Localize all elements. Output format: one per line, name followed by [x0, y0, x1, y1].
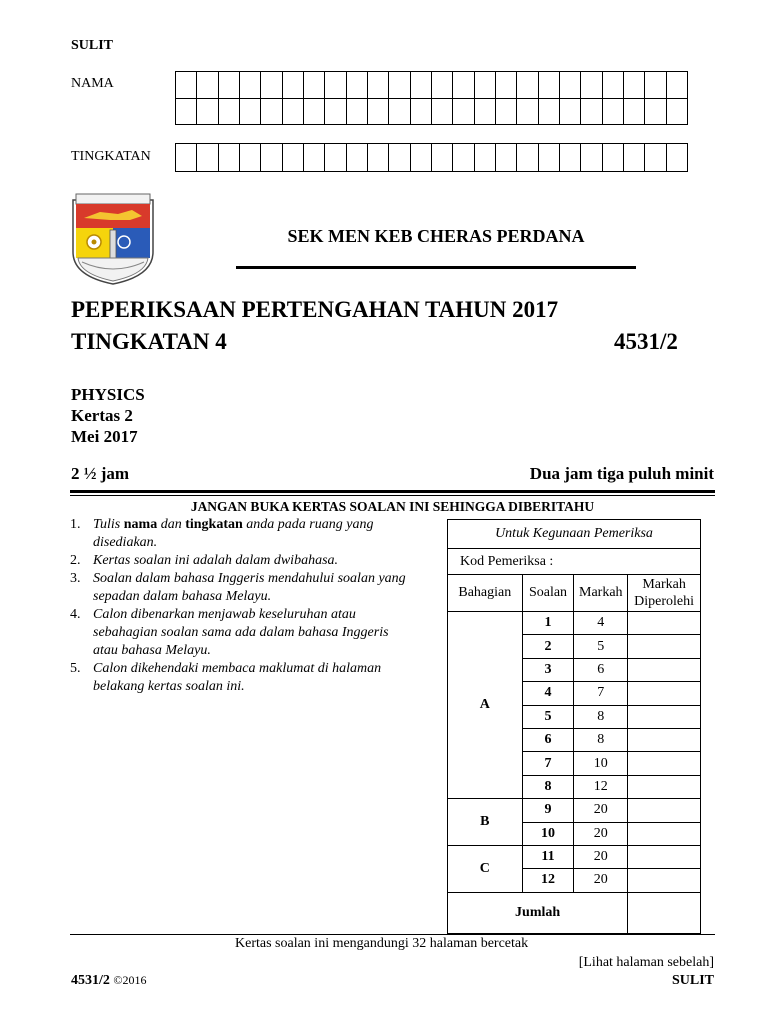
- letter-box[interactable]: [261, 99, 282, 126]
- footer-code: 4531/2 ©2016: [71, 973, 147, 988]
- header-markah: Markah: [574, 575, 628, 612]
- tingkatan-boxes[interactable]: [175, 143, 688, 172]
- nama-boxes[interactable]: [175, 71, 688, 125]
- paper-code: 4531/2: [614, 329, 678, 354]
- letter-box[interactable]: [304, 99, 325, 126]
- obtained-mark-cell[interactable]: [628, 635, 701, 658]
- letter-box[interactable]: [453, 144, 474, 172]
- obtained-mark-cell[interactable]: [628, 775, 701, 798]
- question-number: 10: [522, 822, 574, 845]
- letter-box[interactable]: [475, 99, 496, 126]
- question-number: 6: [522, 728, 574, 751]
- letter-box[interactable]: [304, 72, 325, 99]
- letter-box[interactable]: [219, 99, 240, 126]
- question-number: 1: [522, 612, 574, 635]
- instructions-list: [70, 516, 410, 696]
- divider: [70, 495, 715, 496]
- total-mark-cell[interactable]: [628, 892, 701, 933]
- letter-box[interactable]: [197, 72, 218, 99]
- exam-form: TINGKATAN 4: [71, 329, 227, 354]
- letter-box[interactable]: [645, 99, 666, 126]
- letter-box[interactable]: [496, 72, 517, 99]
- nama-label: NAMA: [71, 76, 114, 91]
- table-row: [448, 612, 701, 635]
- divider: [70, 490, 715, 493]
- letter-box[interactable]: [539, 144, 560, 172]
- obtained-mark-cell[interactable]: [628, 845, 701, 868]
- obtained-mark-cell[interactable]: [628, 752, 701, 775]
- letter-box[interactable]: [667, 99, 688, 126]
- question-number: 5: [522, 705, 574, 728]
- letter-box[interactable]: [389, 72, 410, 99]
- next-page-note: [Lihat halaman sebelah]: [578, 955, 714, 970]
- letter-box[interactable]: [368, 99, 389, 126]
- letter-box[interactable]: [176, 99, 197, 126]
- max-mark: 12: [574, 775, 628, 798]
- school-crest-icon: [70, 190, 156, 286]
- max-mark: 6: [574, 658, 628, 681]
- duration-long: Dua jam tiga puluh minit: [529, 464, 714, 483]
- letter-box[interactable]: [517, 72, 538, 99]
- section-cell: B: [448, 799, 523, 846]
- letter-box[interactable]: [368, 144, 389, 172]
- obtained-mark-cell[interactable]: [628, 658, 701, 681]
- duration-short: 2 ½ jam: [71, 464, 130, 483]
- letter-box[interactable]: [624, 72, 645, 99]
- examiner-title: Untuk Kegunaan Pemeriksa: [448, 520, 701, 549]
- letter-box[interactable]: [496, 144, 517, 172]
- divider: [236, 266, 636, 269]
- letter-box[interactable]: [411, 144, 432, 172]
- max-mark: 20: [574, 869, 628, 892]
- footer-divider: [70, 934, 715, 935]
- letter-box[interactable]: [261, 72, 282, 99]
- table-row: [448, 799, 701, 822]
- max-mark: 8: [574, 705, 628, 728]
- letter-box[interactable]: [389, 99, 410, 126]
- letter-box[interactable]: [347, 72, 368, 99]
- letter-box[interactable]: [197, 99, 218, 126]
- letter-box[interactable]: [347, 99, 368, 126]
- letter-box[interactable]: [219, 144, 240, 172]
- page-count: Kertas soalan ini mengandungi 32 halaman bercetak: [235, 936, 529, 951]
- kod-pemeriksa: Kod Pemeriksa :: [448, 549, 701, 575]
- header-bahagian: Bahagian: [448, 575, 523, 612]
- letter-box[interactable]: [325, 99, 346, 126]
- letter-box[interactable]: [432, 99, 453, 126]
- table-row: [448, 845, 701, 868]
- warning-text: JANGAN BUKA KERTAS SOALAN INI SEHINGGA DIBERITAHU: [190, 499, 595, 514]
- letter-box[interactable]: [603, 72, 624, 99]
- letter-box[interactable]: [581, 99, 602, 126]
- letter-box[interactable]: [219, 72, 240, 99]
- header-soalan: Soalan: [522, 575, 574, 612]
- letter-box[interactable]: [603, 144, 624, 172]
- letter-box[interactable]: [581, 72, 602, 99]
- letter-box[interactable]: [645, 144, 666, 172]
- letter-box[interactable]: [539, 72, 560, 99]
- question-number: 2: [522, 635, 574, 658]
- letter-box[interactable]: [197, 144, 218, 172]
- letter-box[interactable]: [603, 99, 624, 126]
- letter-box[interactable]: [517, 99, 538, 126]
- letter-box[interactable]: [261, 144, 282, 172]
- section-cell: A: [448, 612, 523, 799]
- letter-box[interactable]: [667, 144, 688, 172]
- letter-box[interactable]: [304, 144, 325, 172]
- question-number: 3: [522, 658, 574, 681]
- letter-box[interactable]: [240, 72, 261, 99]
- letter-box[interactable]: [411, 99, 432, 126]
- total-label: Jumlah: [448, 892, 628, 933]
- letter-box[interactable]: [453, 99, 474, 126]
- question-number: 11: [522, 845, 574, 868]
- instruction-item: 3. Soalan dalam bahasa Inggeris mendahului soalan yang sepadan dalam bahasa Melayu.: [70, 571, 406, 604]
- letter-box[interactable]: [645, 72, 666, 99]
- tingkatan-label: TINGKATAN: [71, 149, 151, 164]
- letter-box[interactable]: [581, 144, 602, 172]
- letter-box[interactable]: [624, 99, 645, 126]
- footer-sulit: SULIT: [671, 973, 714, 988]
- letter-box[interactable]: [624, 144, 645, 172]
- obtained-mark-cell[interactable]: [628, 728, 701, 751]
- exam-title: PEPERIKSAAN PERTENGAHAN TAHUN 2017: [71, 297, 559, 322]
- letter-box[interactable]: [432, 72, 453, 99]
- question-number: 7: [522, 752, 574, 775]
- instruction-item: 5. Calon dikehendaki membaca maklumat di halaman belakang kertas soalan ini.: [70, 661, 382, 694]
- obtained-mark-cell[interactable]: [628, 799, 701, 822]
- exam-date: Mei 2017: [71, 427, 138, 446]
- max-mark: 20: [574, 845, 628, 868]
- letter-box[interactable]: [560, 99, 581, 126]
- letter-box[interactable]: [325, 144, 346, 172]
- obtained-mark-cell[interactable]: [628, 869, 701, 892]
- letter-box[interactable]: [667, 72, 688, 99]
- letter-box[interactable]: [517, 144, 538, 172]
- letter-box[interactable]: [176, 72, 197, 99]
- letter-box[interactable]: [240, 144, 261, 172]
- instruction-item: 4. Calon dibenarkan menjawab keseluruhan atau sebahagian soalan sama ada dalam bahasa Inggeris atau bahasa Melayu.: [70, 607, 389, 658]
- question-number: 12: [522, 869, 574, 892]
- obtained-mark-cell[interactable]: [628, 612, 701, 635]
- max-mark: 4: [574, 612, 628, 635]
- letter-box[interactable]: [560, 144, 581, 172]
- letter-box[interactable]: [283, 144, 304, 172]
- letter-box[interactable]: [389, 144, 410, 172]
- letter-box[interactable]: [240, 99, 261, 126]
- obtained-mark-cell[interactable]: [628, 682, 701, 705]
- obtained-mark-cell[interactable]: [628, 705, 701, 728]
- subject: PHYSICS: [71, 385, 145, 404]
- letter-box[interactable]: [453, 72, 474, 99]
- obtained-mark-cell[interactable]: [628, 822, 701, 845]
- question-number: 9: [522, 799, 574, 822]
- letter-box[interactable]: [283, 72, 304, 99]
- section-cell: C: [448, 845, 523, 892]
- letter-box[interactable]: [432, 144, 453, 172]
- question-number: 8: [522, 775, 574, 798]
- max-mark: 8: [574, 728, 628, 751]
- letter-box[interactable]: [347, 144, 368, 172]
- letter-box[interactable]: [560, 72, 581, 99]
- letter-box[interactable]: [475, 144, 496, 172]
- letter-box[interactable]: [475, 72, 496, 99]
- max-mark: 7: [574, 682, 628, 705]
- instruction-item: 1. Tulis nama dan tingkatan anda pada ruang yang disediakan.: [70, 517, 374, 550]
- letter-box[interactable]: [176, 144, 197, 172]
- max-mark: 10: [574, 752, 628, 775]
- letter-box[interactable]: [411, 72, 432, 99]
- max-mark: 5: [574, 635, 628, 658]
- classification-label: SULIT: [71, 38, 114, 53]
- question-number: 4: [522, 682, 574, 705]
- letter-box[interactable]: [496, 99, 517, 126]
- header-markah-diperolehi: Markah Diperolehi: [628, 575, 701, 612]
- max-mark: 20: [574, 799, 628, 822]
- examiner-table: [447, 519, 701, 934]
- letter-box[interactable]: [325, 72, 346, 99]
- letter-box[interactable]: [283, 99, 304, 126]
- letter-box[interactable]: [368, 72, 389, 99]
- school-name: SEK MEN KEB CHERAS PERDANA: [287, 226, 585, 246]
- instruction-item: 2. Kertas soalan ini adalah dalam dwibahasa.: [70, 553, 339, 568]
- letter-box[interactable]: [539, 99, 560, 126]
- max-mark: 20: [574, 822, 628, 845]
- paper-number: Kertas 2: [71, 406, 133, 425]
